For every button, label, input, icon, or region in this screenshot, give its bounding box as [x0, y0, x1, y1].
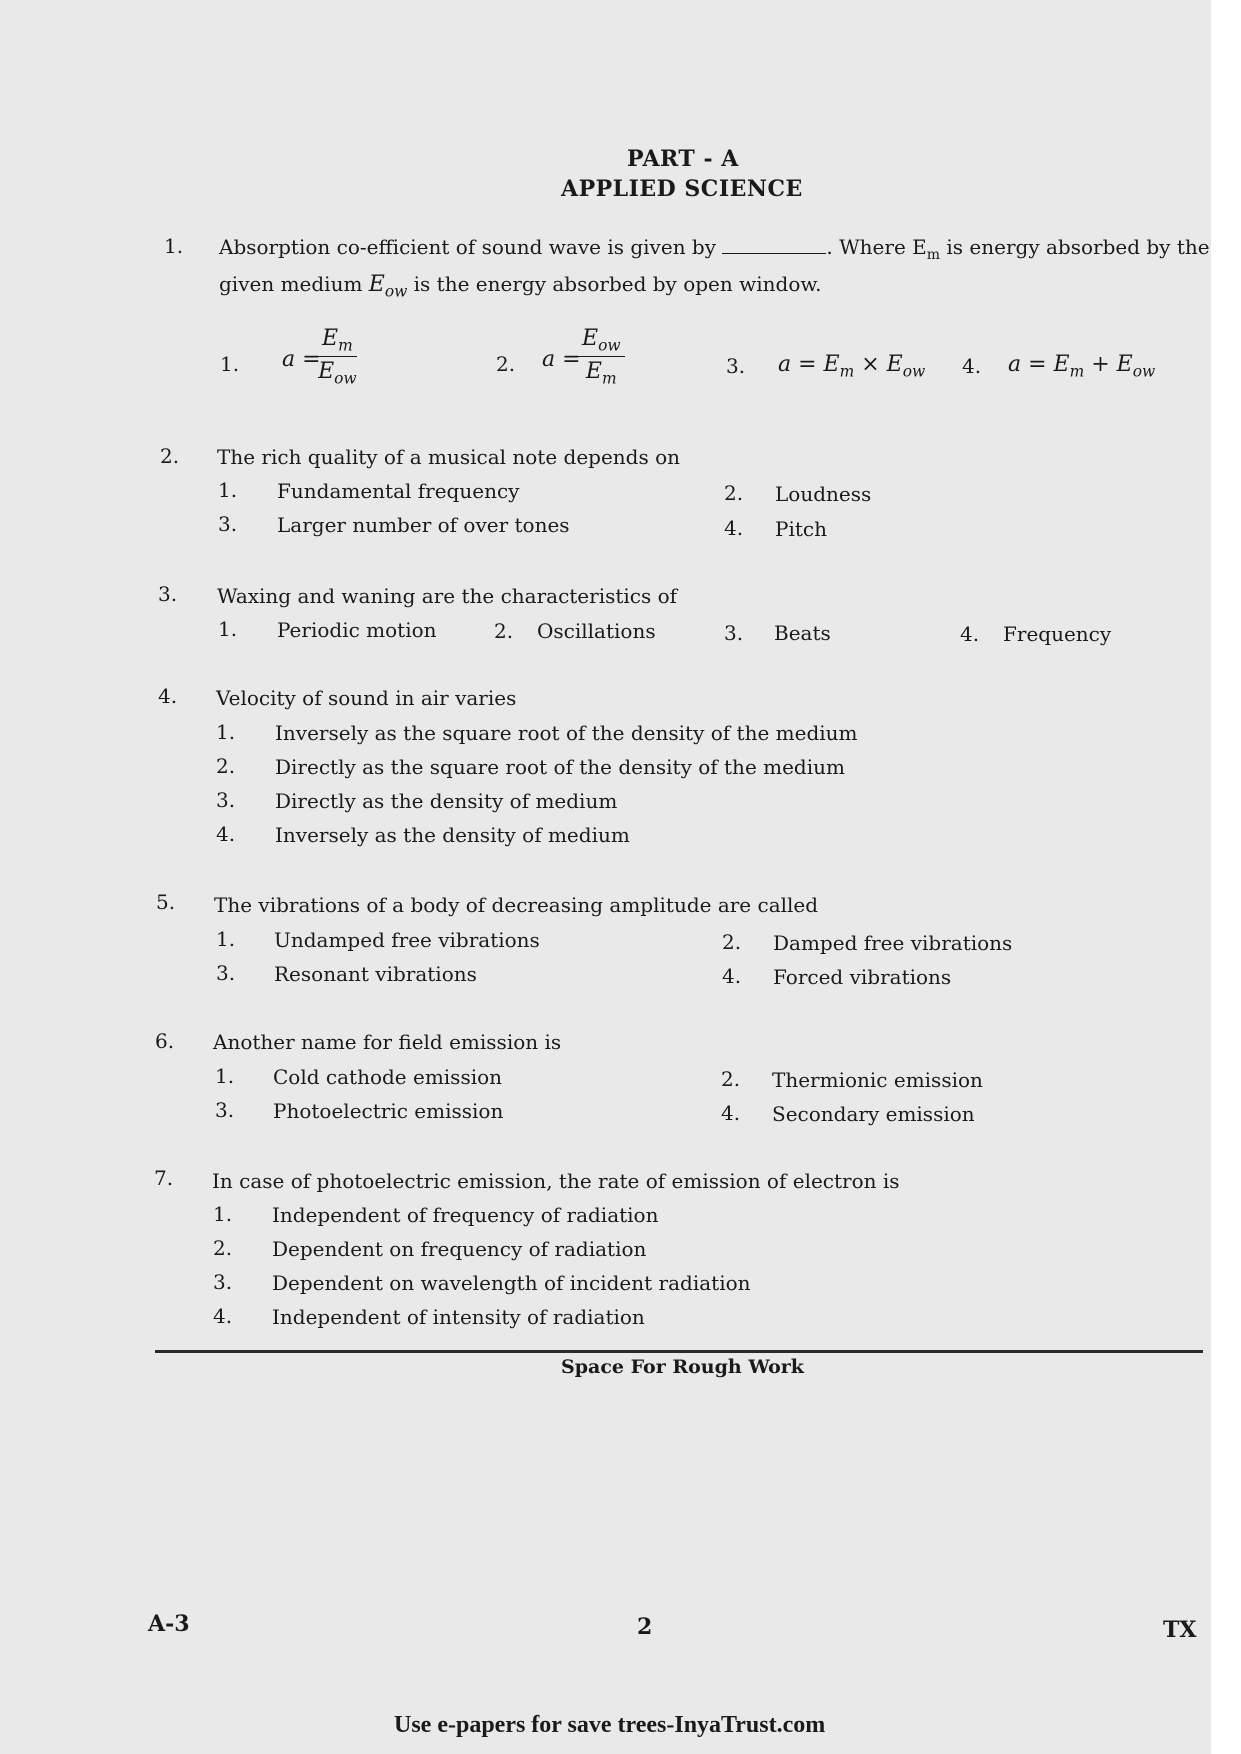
- option-number: 2.: [494, 619, 514, 643]
- option-number: 3.: [726, 354, 746, 378]
- option-text: Dependent on wavelength of incident radiation: [272, 1271, 751, 1295]
- option-number: 2.: [216, 754, 236, 778]
- question-number: 1.: [164, 234, 184, 258]
- option-text: Pitch: [775, 517, 827, 541]
- fraction-eow-over-em: $E_{ow}$ $E_m$: [578, 326, 625, 388]
- option-number: 3.: [216, 788, 236, 812]
- option-text: Resonant vibrations: [274, 962, 477, 986]
- branch-code: TX: [1163, 1617, 1197, 1643]
- option-text: Undamped free vibrations: [274, 928, 540, 952]
- eow-symbol: $E_{ow}$: [368, 272, 408, 301]
- bottom-note: Use e-papers for save trees-InyaTrust.com: [394, 1712, 826, 1738]
- option-text: Damped free vibrations: [773, 931, 1013, 955]
- option-text: Larger number of over tones: [277, 513, 570, 537]
- option-text: Inversely as the square root of the density of the medium: [275, 721, 858, 745]
- option-number: 4.: [962, 354, 982, 378]
- option-text: Independent of intensity of radiation: [272, 1305, 645, 1329]
- option-number: 1.: [215, 1064, 235, 1088]
- option-number: 3.: [213, 1270, 233, 1294]
- fraction-em-over-eow: $E_m$ $E_{ow}$: [318, 326, 357, 388]
- option-text: Forced vibrations: [773, 965, 952, 989]
- question-number: 3.: [158, 582, 178, 606]
- option-number: 2.: [721, 1067, 741, 1091]
- em-symbol: $E_m$: [912, 235, 941, 263]
- option-number: 4.: [721, 1101, 741, 1125]
- option-number: 2.: [496, 352, 516, 376]
- option-text: Oscillations: [537, 619, 656, 643]
- option-number: 1.: [220, 352, 240, 376]
- page-number: 2: [637, 1614, 653, 1640]
- option-text: Cold cathode emission: [273, 1065, 503, 1089]
- answer-blank: [722, 235, 826, 254]
- option-number: 1.: [218, 617, 238, 641]
- option-text: Fundamental frequency: [277, 479, 520, 503]
- option-text: Secondary emission: [772, 1102, 975, 1126]
- option-number: 2.: [724, 481, 744, 505]
- option-number: 2.: [722, 930, 742, 954]
- option-text: Dependent on frequency of radiation: [272, 1237, 647, 1261]
- part-heading: PART - A: [627, 146, 739, 172]
- option-number: 1.: [216, 927, 236, 951]
- option-lhs: a =: [282, 347, 321, 372]
- option-expression: $a = E_m \times E_{ow}$: [778, 352, 926, 381]
- option-number: 2.: [213, 1236, 233, 1260]
- option-expression: $a = E_m + E_{ow}$: [1008, 352, 1156, 381]
- question-text: Waxing and waning are the characteristics of: [217, 584, 678, 608]
- question-number: 6.: [155, 1029, 175, 1053]
- rough-work-label: Space For Rough Work: [561, 1356, 804, 1378]
- subject-heading: APPLIED SCIENCE: [561, 176, 803, 202]
- option-text: Inversely as the density of medium: [275, 823, 630, 847]
- question-number: 4.: [158, 684, 178, 708]
- option-text: Thermionic emission: [772, 1068, 983, 1092]
- option-lhs: a =: [542, 347, 581, 372]
- option-text: Independent of frequency of radiation: [272, 1203, 659, 1227]
- option-text: Loudness: [775, 482, 872, 506]
- option-number: 4.: [722, 964, 742, 988]
- option-number: 1.: [218, 478, 238, 502]
- option-number: 4.: [216, 822, 236, 846]
- question-text: Velocity of sound in air varies: [216, 686, 517, 710]
- section-divider: [155, 1350, 1203, 1353]
- option-text: Photoelectric emission: [273, 1099, 504, 1123]
- option-number: 1.: [216, 720, 236, 744]
- paper-code: A-3: [148, 1611, 190, 1637]
- option-number: 3.: [216, 961, 236, 985]
- question-number: 7.: [154, 1166, 174, 1190]
- question-text-line2: given medium $E_{ow}$ is the energy absorbed by open window.: [219, 272, 822, 301]
- option-number: 4.: [213, 1304, 233, 1328]
- option-number: 3.: [218, 512, 238, 536]
- option-number: 3.: [724, 621, 744, 645]
- option-text: Beats: [774, 621, 831, 645]
- question-text: In case of photoelectric emission, the rate of emission of electron is: [212, 1169, 900, 1193]
- option-number: 4.: [960, 622, 980, 646]
- option-text: Directly as the square root of the density of the medium: [275, 755, 845, 779]
- option-text: Frequency: [1003, 622, 1112, 646]
- question-number: 2.: [160, 444, 180, 468]
- question-text: The rich quality of a musical note depends on: [217, 445, 681, 469]
- option-number: 1.: [213, 1202, 233, 1226]
- question-number: 5.: [156, 890, 176, 914]
- option-number: 3.: [215, 1098, 235, 1122]
- question-text: Another name for field emission is: [213, 1030, 562, 1054]
- option-text: Periodic motion: [277, 618, 437, 642]
- option-number: 4.: [724, 516, 744, 540]
- option-text: Directly as the density of medium: [275, 789, 618, 813]
- question-text: The vibrations of a body of decreasing amplitude are called: [214, 893, 819, 917]
- question-text: Absorption co-efficient of sound wave is given by . Where $E_m$ is energy absorbed by the: [219, 235, 1210, 263]
